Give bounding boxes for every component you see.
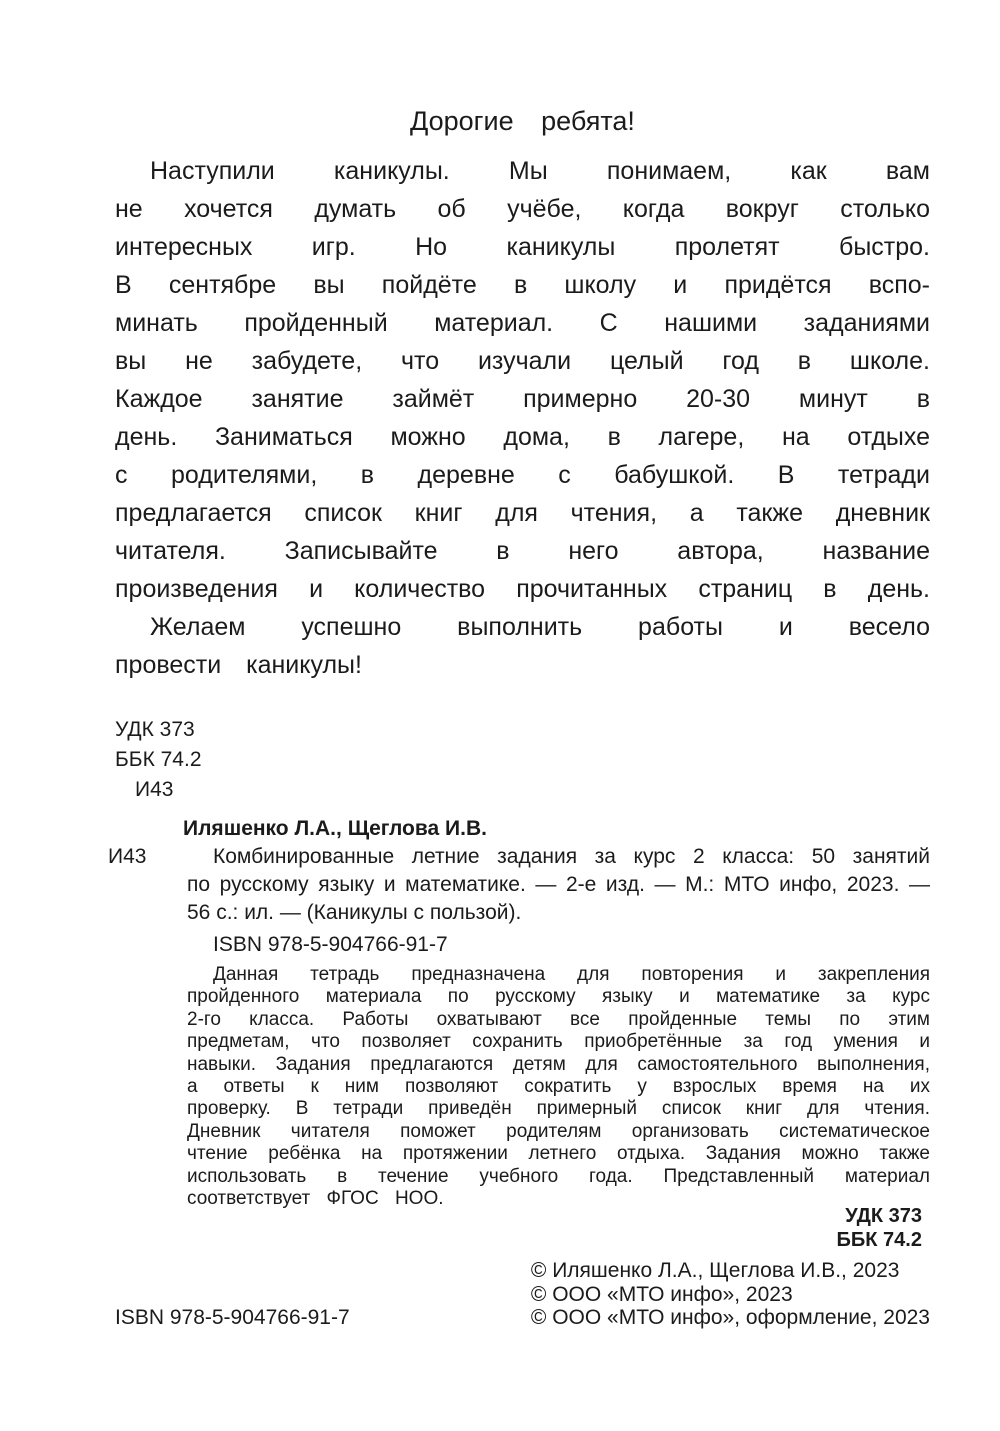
copyright-block: [531, 1259, 930, 1330]
author-sign-code: И43: [108, 845, 147, 868]
annotation-line: 2-го класса. Работы охватывают все пройденные темы по этим: [187, 1008, 930, 1030]
bibliographic-description: [187, 843, 930, 927]
bib-line: Комбинированные летние задания за курс 2 класса: 50 занятий: [213, 845, 930, 868]
intro-line: В сентябре вы пойдёте в школу и придётся вспо-: [115, 271, 930, 299]
page-title: Дорогие ребята!: [410, 106, 635, 136]
author-sign-code: И43: [135, 778, 174, 801]
bib-line: 56 с.: ил. — (Каникулы с пользой).: [187, 901, 522, 924]
intro-line: интересных игр. Но каникулы пролетят быстро.: [115, 233, 930, 261]
intro-line: вы не забудете, что изучали целый год в школе.: [115, 347, 930, 375]
annotation: [187, 964, 930, 1210]
intro-line: предлагается список книг для чтения, а также дневник: [115, 499, 930, 527]
udk-top-block: [115, 715, 1000, 805]
intro-line: Наступили каникулы. Мы понимаем, как вам: [150, 157, 930, 185]
udk-bottom-block: [0, 1204, 922, 1252]
annotation-line: Данная тетрадь предназначена для повторения и закрепления: [213, 964, 930, 985]
catalogue-card: [108, 817, 930, 958]
annotation-line: предметам, что позволяет сохранить приобретённые за год умения и: [187, 1031, 930, 1053]
intro-letter: [115, 152, 930, 684]
isbn-card-line: ISBN 978-5-904766-91-7: [213, 933, 448, 956]
isbn-bottom-line: ISBN 978-5-904766-91-7: [115, 1306, 350, 1330]
intro-line: минать пройденный материал. С нашими заданиями: [115, 309, 930, 337]
annotation-line: Дневник читателя поможет родителям организовать систематическое: [187, 1120, 930, 1142]
intro-line: Желаем успешно выполнить работы и весело: [150, 613, 930, 641]
bib-line: по русскому языку и математике. — 2-е изд. — М.: МТО инфо, 2023. —: [187, 873, 930, 896]
copyright-line: © Иляшенко Л.А., Щеглова И.В., 2023: [530, 1259, 900, 1283]
annotation-line: соответствует ФГОС НОО.: [187, 1188, 444, 1210]
udk-number: УДК 373: [845, 1205, 922, 1228]
annotation-line: пройденного материала по русскому языку и математике за курс: [187, 986, 930, 1008]
copyright-line: © ООО «МТО инфо», 2023: [530, 1282, 793, 1306]
bbk-number: ББК 74.2: [115, 748, 202, 771]
annotation-line: чтение ребёнка на протяжении летнего отдыха. Задания можно также: [187, 1143, 930, 1165]
authors-line: Иляшенко Л.А., Щеглова И.В.: [183, 817, 487, 840]
intro-line: произведения и количество прочитанных страниц в день.: [115, 575, 930, 603]
bottom-row: [115, 1259, 930, 1330]
copyright-line: © ООО «МТО инфо», оформление, 2023: [530, 1306, 930, 1330]
intro-line: читателя. Записывайте в него автора, название: [115, 537, 930, 565]
bbk-number: ББК 74.2: [836, 1229, 922, 1252]
annotation-line: использовать в течение учебного года. Представленный материал: [187, 1165, 930, 1187]
intro-line: день. Заниматься можно дома, в лагере, на отдыхе: [115, 423, 930, 451]
intro-line: провести каникулы!: [115, 651, 362, 679]
annotation-line: навыки. Задания предлагаются детям для самостоятельного выполнения,: [187, 1053, 930, 1075]
annotation-line: проверку. В тетради приведён примерный список книг для чтения.: [187, 1098, 930, 1120]
annotation-line: а ответы к ним позволяют сократить у взрослых время на их: [187, 1076, 930, 1098]
intro-line: Каждое занятие займёт примерно 20-30 минут в: [115, 385, 930, 413]
intro-line: не хочется думать об учёбе, когда вокруг столько: [115, 195, 930, 223]
intro-line: с родителями, в деревне с бабушкой. В тетради: [115, 461, 930, 489]
udk-number: УДК 373: [115, 718, 195, 741]
